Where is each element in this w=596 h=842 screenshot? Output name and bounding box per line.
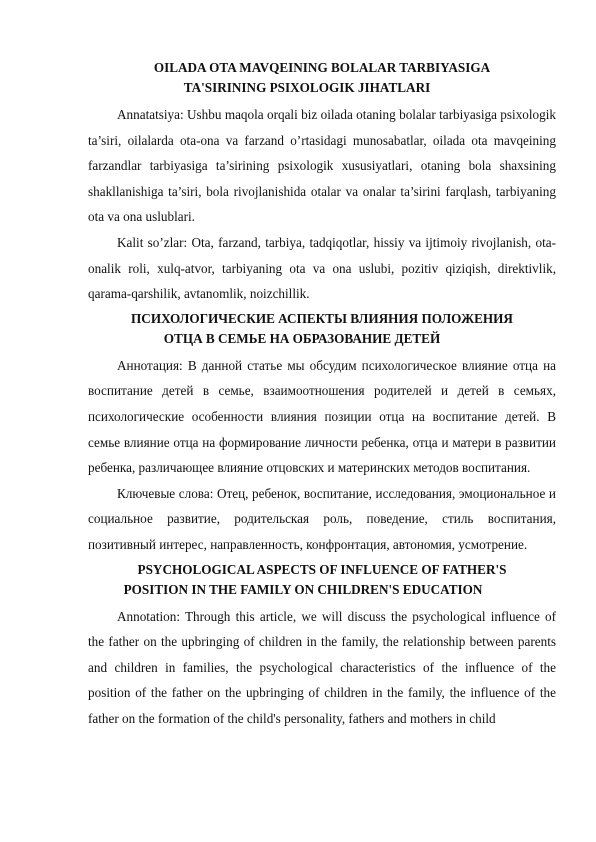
ru-title-line-2: ОТЦА В СЕМЬЕ НА ОБРАЗОВАНИЕ ДЕТЕЙ [163,330,441,346]
en-title-line-2: POSITION IN THE FAMILY ON CHILDREN'S EDUCATION [123,581,483,597]
uz-annotation: Annatatsiya: Ushbu maqola orqali biz oilada otaning bolalar tarbiyasiga psixologik ta’siri, oilalarda ota-ona va farzand o’rtasidagi munosabatlar, oilada ota mavqeining farzandlar tarbiyasiga ta’sirining psixologik xususiyatlari, otaning bola shaxsining shakllanishiga ta’siri, bola rivojlanishida otalar va onalar ta’sirini farqlash, tarbiyaning ota va ona uslublari. [88,107,556,225]
ru-title [88,309,556,349]
uz-title-line-1: OILADA OTA MAVQEINING BOLALAR TARBIYASIGA [153,60,491,75]
uz-title-line-2: TA'SIRINING PSIXOLOGIK JIHATLARI [183,80,431,95]
en-title [88,560,556,600]
uz-keywords: Kalit so’zlar: Ota, farzand, tarbiya, tadqiqotlar, hissiy va ijtimoiy rivojlanish, ota-onalik roli, xulq-atvor, tarbiyaning ota va ona uslubi, pozitiv qiziqish, direktivlik, qarama-qarshilik, avtanomlik, noizchillik. [88,234,556,302]
ru-annotation: Аннотация: В данной статье мы обсудим психологическое влияние отца на воспитание детей в семье, взаимоотношения родителей и детей в семьях, психологические особенности влияния позиции отца на воспитание детей. В семье влияние отца на формирование личности ребенка, отца и матери в развитии ребенка, различающее влияние отцовских и материнских методов воспитания. [88,357,556,476]
en-annotation: Annotation: Through this article, we will discuss the psychological influence of the father on the upbringing of children in the family, the relationship between parents and children in families, the psychological characteristics of the influence of the position of the father on the upbringing of children in the family, the influence of the father on the formation of the child's personality, fathers and mothers in child [88,608,556,726]
en-title-line-1: PSYCHOLOGICAL ASPECTS OF INFLUENCE OF FATHER'S [137,561,507,577]
ru-title-line-1: ПСИХОЛОГИЧЕСКИЕ АСПЕКТЫ ВЛИЯНИЯ ПОЛОЖЕНИЯ [131,310,513,326]
ru-keywords: Ключевые слова: Отец, ребенок, воспитание, исследования, эмоциональное и социальное развитие, родительская роль, поведение, стиль воспитания, позитивный интерес, направленность, конфронтация, автономия, усмотрение. [88,485,556,552]
uz-title [88,58,556,98]
article-page [88,58,556,731]
